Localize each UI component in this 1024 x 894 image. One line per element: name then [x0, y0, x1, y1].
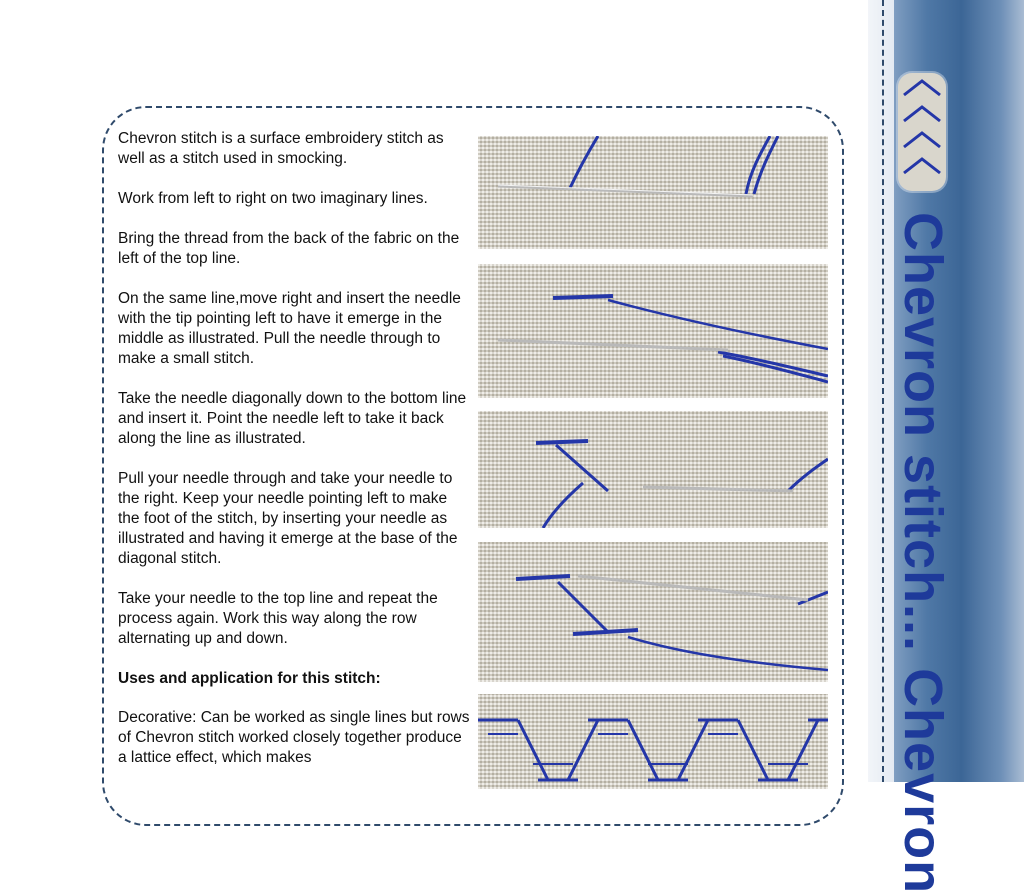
- uses-heading: Uses and application for this stitch:: [118, 670, 381, 687]
- step-photo-1: [478, 136, 828, 249]
- step-photo-4: [478, 542, 828, 682]
- needle-icon: [578, 576, 808, 600]
- paragraph-uses: Decorative: Can be worked as single lines but rows of Chevron stitch worked closely together produce a lattice effect, which makes: [118, 709, 470, 766]
- paragraph-start: Bring the thread from the back of the fabric on the left of the top line.: [118, 230, 460, 267]
- paragraph-intro: Chevron stitch is a surface embroidery stitch as well as a stitch used in smocking.: [118, 130, 444, 167]
- banner-edge: [868, 0, 894, 782]
- needle-icon: [643, 487, 793, 491]
- step-photo-2: [478, 264, 828, 398]
- needle-icon: [498, 340, 728, 350]
- paragraph-direction: Work from left to right on two imaginary lines.: [118, 190, 428, 207]
- step-photo-3: [478, 411, 828, 528]
- banner-dashed-line: [882, 0, 884, 782]
- needle-icon: [498, 186, 753, 196]
- chevron-row-icon: [478, 694, 828, 789]
- paragraph-small-stitch: On the same line,move right and insert the needle with the tip pointing left to have it emerge in the middle as illustrated. Pull the needle through to make a small stitch.: [118, 290, 461, 367]
- banner-title: Chevron stitch... Chevron: [893, 212, 953, 894]
- chevron-stitch-sample-icon: [898, 73, 946, 191]
- instructions-text: [118, 129, 470, 788]
- paragraph-repeat: Take your needle to the top line and repeat the process again. Work this way along the row alternating up and down.: [118, 590, 438, 647]
- paragraph-foot: Pull your needle through and take your needle to the right. Keep your needle pointing left to make the foot of the stitch, by inserting your needle as illustrated and having it emerge at the base of the diagonal stitch.: [118, 470, 458, 567]
- step-photo-5: [478, 694, 828, 789]
- paragraph-diagonal: Take the needle diagonally down to the bottom line and insert it. Point the needle left to take it back along the line as illustrated.: [118, 390, 467, 447]
